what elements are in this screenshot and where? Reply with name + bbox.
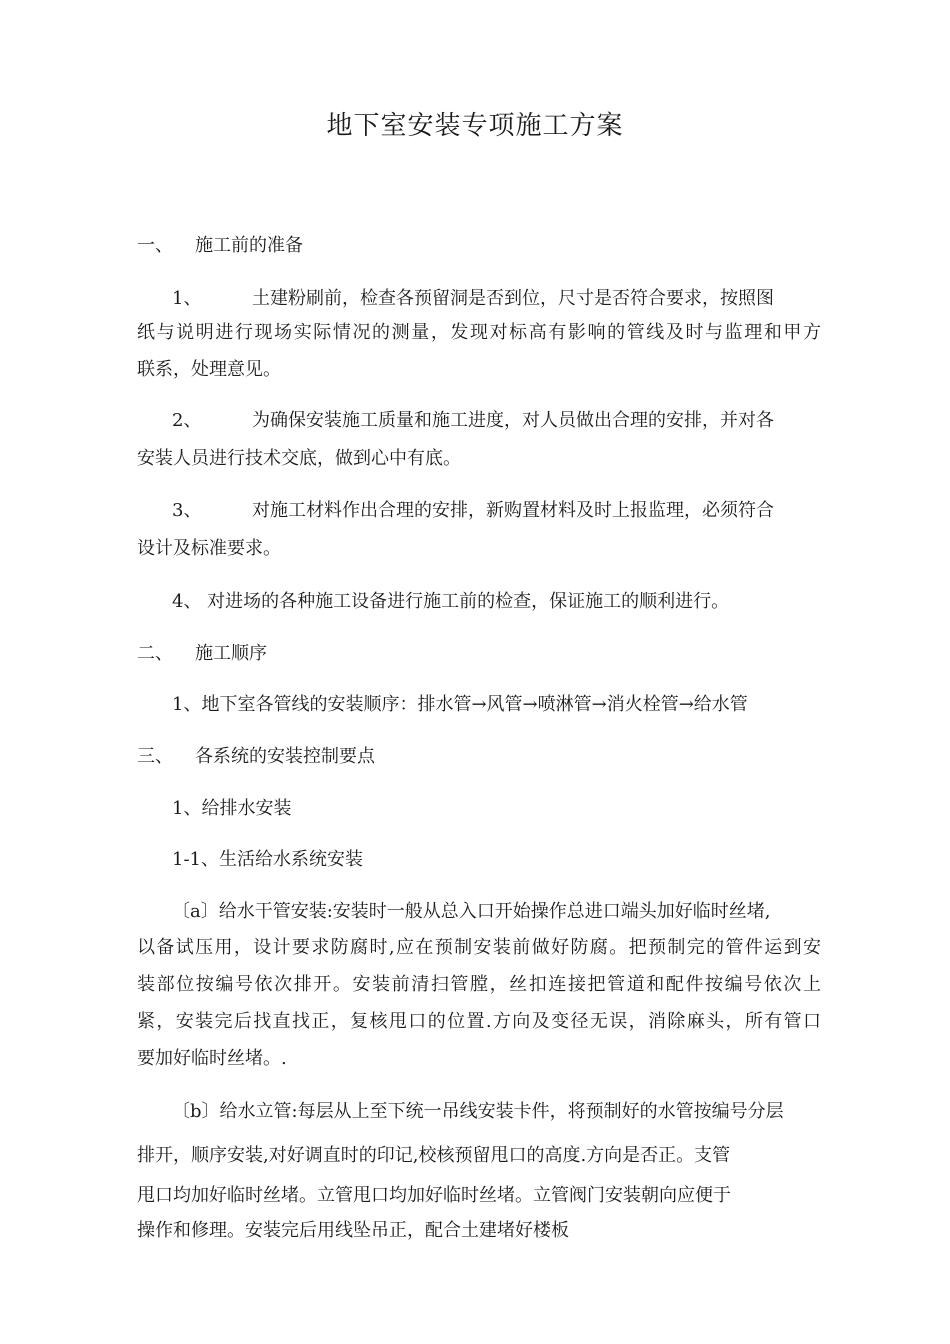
section-number: 二、 — [137, 643, 173, 664]
section-heading-text: 施工顺序 — [195, 643, 267, 664]
paragraph-line: 装部位按编号依次排开。安装前清扫管膛，丝扣连接把管道和配件按编号依次上 — [137, 974, 821, 995]
paragraph-line: 联系，处理意见。 — [137, 359, 281, 380]
paragraph-line: 1、地下室各管线的安装顺序：排水管→风管→喷淋管→消火栓管→给水管 — [172, 694, 748, 715]
paragraph-line: 4、 对进场的各种施工设备进行施工前的检查，保证施工的顺利进行。 — [172, 591, 730, 612]
paragraph-line: 〔b〕给水立管:每层从上至下统一吊线安装卡件，将预制好的水管按编号分层 — [172, 1101, 784, 1122]
item-number: 2、 — [172, 410, 202, 431]
paragraph-line: 设计及标准要求。 — [137, 538, 281, 559]
section-heading-text: 施工前的准备 — [195, 235, 303, 256]
document-title: 地下室安装专项施工方案 — [326, 111, 624, 141]
section-heading-text: 各系统的安装控制要点 — [195, 746, 375, 767]
paragraph-line — [172, 498, 774, 524]
paragraph-line: 要加好临时丝堵。. — [137, 1048, 287, 1069]
section-number: 三、 — [137, 746, 173, 767]
section-heading-2 — [137, 641, 267, 667]
section-number: 一、 — [137, 235, 173, 256]
paragraph-line: 排开，顺序安装,对好调直时的印记,校核预留甩口的高度.方向是否正。支管 — [137, 1145, 731, 1166]
subheading: 1、给排水安装 — [172, 798, 292, 819]
item-number: 3、 — [172, 500, 202, 521]
paragraph-line: 安装人员进行技术交底，做到心中有底。 — [137, 448, 461, 469]
subheading: 1-1、生活给水系统安装 — [172, 849, 363, 870]
paragraph-line — [172, 408, 774, 434]
paragraph-line: 纸与说明进行现场实际情况的测量，发现对标高有影响的管线及时与监理和甲方 — [137, 322, 821, 343]
paragraph-line — [172, 286, 774, 312]
paragraph-line: 操作和修理。安装完后用线坠吊正，配合土建堵好楼板 — [137, 1220, 569, 1241]
paragraph-line: 〔a〕给水干管安装:安装时一般从总入口开始操作总进口端头加好临时丝堵, — [172, 901, 771, 922]
paragraph-text: 土建粉刷前，检查各预留洞是否到位，尺寸是否符合要求，按照图 — [252, 288, 774, 309]
paragraph-line: 以备试压用，设计要求防腐时,应在预制安装前做好防腐。把预制完的管件运到安 — [137, 937, 821, 958]
item-number: 1、 — [172, 288, 202, 309]
paragraph-text: 为确保安装施工质量和施工进度，对人员做出合理的安排，并对各 — [252, 410, 774, 431]
paragraph-line: 紧，安装完后找直找正，复核甩口的位置.方向及变径无误，消除麻头，所有管口 — [137, 1011, 821, 1032]
section-heading-3 — [137, 744, 375, 770]
paragraph-text: 对施工材料作出合理的安排，新购置材料及时上报监理，必须符合 — [252, 500, 774, 521]
section-heading-1 — [137, 233, 303, 259]
paragraph-line: 甩口均加好临时丝堵。立管甩口均加好临时丝堵。立管阀门安装朝向应便于 — [137, 1185, 731, 1206]
